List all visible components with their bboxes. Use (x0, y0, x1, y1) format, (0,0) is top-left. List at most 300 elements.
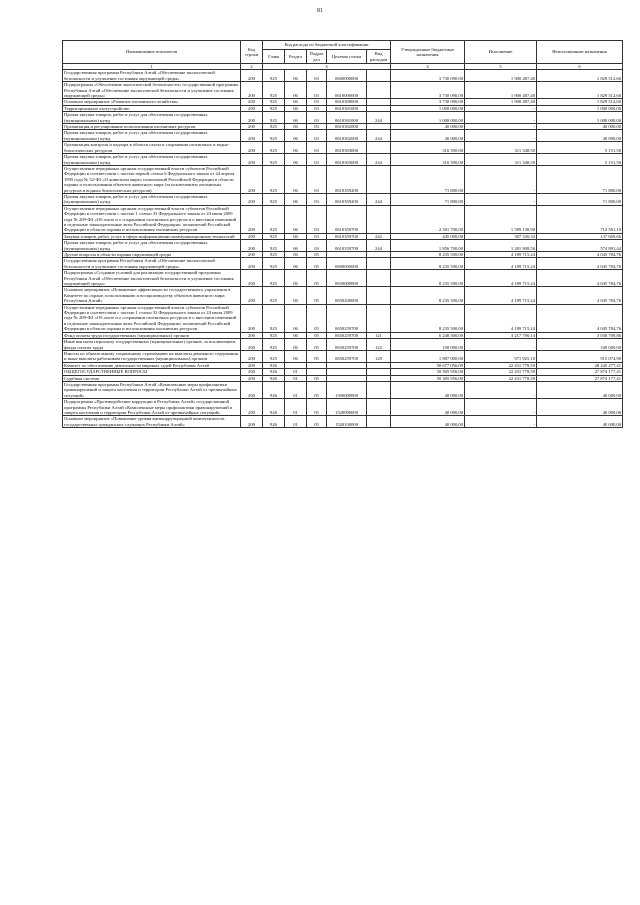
cell-unexecuted: 4 045 784,76 (537, 252, 623, 258)
cell-razdel: 06 (285, 233, 307, 239)
cell-executed: - (465, 193, 537, 205)
cell-name: Осуществление переданных органам государственной власти субъектов Российской Федерации в соответствии с частью 1 статьи 33 Федерального закона от 24 июля 2009 года № 209-ФЗ «Об охоте и о сохранении охотничьих ресурсов и о внесении изменений в отдельные законодательные акты Российской Федерации» полномочий Российской Федерации в области охраны и использования охотничьих ресурсов (63, 304, 241, 332)
cell-glava: 925 (263, 332, 285, 338)
cell-razdel: 06 (285, 339, 307, 351)
cell-executed: 1 900 487,40 (465, 82, 537, 99)
cell-approved: 100 000,00 (391, 339, 465, 351)
cell-expense-type: 244 (367, 130, 391, 142)
cell-glava: 926 (263, 416, 285, 428)
cell-name: Основное мероприятие «Повышение уровня антикоррупционной компетентности государственных гражданских служащих Республики Алтай» (63, 416, 241, 428)
column-index: 5 (465, 64, 537, 70)
cell-razdel: 01 (285, 416, 307, 428)
cell-razdel: 06 (285, 70, 307, 82)
cell-podrazdel: 05 (307, 339, 327, 351)
cell-glava: 925 (263, 105, 285, 111)
cell-executed: 4 189 715,24 (465, 287, 537, 304)
cell-executed: 1 900 487,40 (465, 99, 537, 105)
cell-target: 0610359700 (327, 205, 367, 233)
cell-unexecuted: 4 045 784,76 (537, 304, 623, 332)
header-approved: Утвержденные бюджетные назначения (391, 41, 465, 64)
cell-podrazdel: 03 (307, 124, 327, 130)
cell-name: Комитет по обеспечению деятельности мировых судей Республики Алтай (63, 362, 241, 368)
column-index: 2 (241, 64, 263, 70)
cell-unexecuted: 1 829 512,60 (537, 82, 623, 99)
cell-glava: 925 (263, 252, 285, 258)
cell-executed: - (465, 130, 537, 142)
cell-name: Организация и регулирование использования охотничьих ресурсов (63, 124, 241, 130)
cell-unexecuted: 27 874 177,41 (537, 369, 623, 375)
cell-podrazdel: 05 (307, 332, 327, 338)
cell-name: Подпрограмма «Создание условий для реализации государственной программы Республики Алтай «Обеспечение экологической безопасности и улучшение состояния окружающей среды» (63, 270, 241, 287)
cell-name: ОБЩЕГОСУДАРСТВЕННЫЕ ВОПРОСЫ (63, 369, 241, 375)
cell-podrazdel: 03 (307, 82, 327, 99)
cell-podrazdel: 03 (307, 105, 327, 111)
cell-podrazdel: 03 (307, 233, 327, 239)
cell-approved: 6 248 500,00 (391, 332, 465, 338)
cell-unexecuted: 28 245 277,41 (537, 362, 623, 368)
cell-row-code: 200 (241, 258, 263, 270)
cell-target: 0650259700 (327, 350, 367, 362)
cell-approved: 40 000,00 (391, 416, 465, 428)
cell-razdel: 06 (285, 350, 307, 362)
cell-razdel: 06 (285, 258, 307, 270)
cell-row-code: 200 (241, 399, 263, 416)
cell-approved: 71 800,00 (391, 165, 465, 193)
cell-row-code: 200 (241, 362, 263, 368)
cell-glava: 926 (263, 369, 285, 375)
table-row (63, 112, 623, 124)
cell-podrazdel: 03 (307, 154, 327, 166)
cell-glava: 925 (263, 112, 285, 124)
cell-glava: 925 (263, 233, 285, 239)
cell-executed: 4 189 715,24 (465, 252, 537, 258)
header-name: Наименование показателя (63, 41, 241, 64)
cell-glava: 925 (263, 70, 285, 82)
cell-podrazdel: 05 (307, 416, 327, 428)
column-index: 3 (263, 64, 391, 70)
cell-target: 0600000000 (327, 258, 367, 270)
cell-podrazdel: 03 (307, 193, 327, 205)
cell-target: 0610303000 (327, 142, 367, 154)
cell-executed: - (465, 112, 537, 124)
cell-razdel: 06 (285, 205, 307, 233)
cell-target: 0650259700 (327, 332, 367, 338)
cell-glava: 926 (263, 399, 285, 416)
cell-unexecuted: 1 000 000,00 (537, 105, 623, 111)
cell-glava: 925 (263, 205, 285, 233)
cell-glava: 925 (263, 287, 285, 304)
cell-target: 0610359200 (327, 165, 367, 193)
cell-expense-type (367, 399, 391, 416)
cell-approved: 1 887 000,00 (391, 350, 465, 362)
table-row (63, 287, 623, 304)
cell-razdel: 06 (285, 130, 307, 142)
table-row (63, 70, 623, 82)
cell-unexecuted: 40 000,00 (537, 130, 623, 142)
cell-approved: 8 235 500,00 (391, 304, 465, 332)
cell-name: Фонд оплаты труда государственных (муниципальных) органов (63, 332, 241, 338)
cell-glava: 925 (263, 339, 285, 351)
cell-unexecuted: 4 045 784,76 (537, 287, 623, 304)
cell-unexecuted: 915 074,90 (537, 350, 623, 362)
cell-executed: 22 431 778,59 (465, 375, 537, 381)
cell-name: Основное мероприятие «Повышение эффективности государственного управления в Комитете по охране, использованию и воспроизводству объектов животного мира Республики Алтай» (63, 287, 241, 304)
cell-unexecuted: 4 045 784,76 (537, 270, 623, 287)
cell-expense-type (367, 381, 391, 398)
cell-glava: 925 (263, 304, 285, 332)
cell-approved: 8 235 500,00 (391, 252, 465, 258)
cell-expense-type (367, 82, 391, 99)
cell-razdel: 06 (285, 99, 307, 105)
cell-row-code: 200 (241, 381, 263, 398)
cell-glava: 925 (263, 124, 285, 130)
cell-target: 1520100000 (327, 416, 367, 428)
cell-row-code: 200 (241, 205, 263, 233)
cell-target: 0610300000 (327, 99, 367, 105)
cell-row-code: 200 (241, 339, 263, 351)
cell-approved: 3 730 090,00 (391, 70, 465, 82)
cell-glava: 925 (263, 165, 285, 193)
column-index: 6 (537, 64, 623, 70)
table-row (63, 381, 623, 398)
page-number: 81 (317, 8, 323, 14)
cell-podrazdel: 03 (307, 205, 327, 233)
cell-row-code: 200 (241, 375, 263, 381)
cell-row-code: 200 (241, 165, 263, 193)
cell-approved: 50 677 056,09 (391, 362, 465, 368)
cell-executed: 307 330,34 (465, 233, 537, 239)
cell-approved: 40 000,00 (391, 399, 465, 416)
cell-glava: 925 (263, 130, 285, 142)
cell-approved: 50 305 956,00 (391, 375, 465, 381)
cell-expense-type: 244 (367, 240, 391, 252)
header-executed: Исполнение (465, 41, 537, 64)
cell-podrazdel: 05 (307, 270, 327, 287)
cell-name: Подпрограмма «Противодействие коррупции в Республике Алтай» государственной программы Республики Алтай «Комплексные меры профилактики правонарушений и защита населения и территории Республики Алтай от чрезвычайных ситуаций» (63, 399, 241, 416)
cell-approved: 3 730 090,00 (391, 99, 465, 105)
column-index: 1 (63, 64, 241, 70)
header-row-code: Код строки (241, 41, 263, 64)
cell-approved: 40 000,00 (391, 381, 465, 398)
cell-target: 0610301000 (327, 105, 367, 111)
cell-razdel: 06 (285, 240, 307, 252)
cell-glava: 926 (263, 375, 285, 381)
cell-executed: - (465, 381, 537, 398)
cell-row-code: 200 (241, 154, 263, 166)
cell-name: Прочая закупка товаров, работ и услуг для обеспечения государственных (муниципальных) нужд (63, 154, 241, 166)
cell-name: Государственная программа Республики Алтай «Комплексные меры профилактики правонарушений и защита населения и территории Республики Алтай от чрезвычайных ситуаций» (63, 381, 241, 398)
cell-glava: 926 (263, 381, 285, 398)
cell-unexecuted: 71 800,00 (537, 193, 623, 205)
cell-executed: 1 281 808,56 (465, 240, 537, 252)
cell-executed: 22 431 778,59 (465, 369, 537, 375)
cell-expense-type (367, 142, 391, 154)
cell-razdel: 01 (285, 375, 307, 381)
cell-unexecuted: 712 561,10 (537, 205, 623, 233)
header-target: Целевая статья (327, 50, 367, 64)
table-row (63, 240, 623, 252)
cell-executed: - (465, 416, 537, 428)
cell-executed: 3 217 790,14 (465, 332, 537, 338)
cell-razdel: 06 (285, 124, 307, 130)
cell-expense-type: 129 (367, 350, 391, 362)
cell-row-code: 200 (241, 82, 263, 99)
cell-executed: 1 589 138,90 (465, 205, 537, 233)
cell-razdel: 06 (285, 252, 307, 258)
cell-name: Прочая закупка товаров, работ и услуг для обеспечения государственных (муниципальных) нужд (63, 193, 241, 205)
cell-razdel: 06 (285, 193, 307, 205)
cell-target: 0610359700 (327, 240, 367, 252)
cell-target: 0650259700 (327, 339, 367, 351)
cell-unexecuted: 1 000 000,00 (537, 112, 623, 124)
header-unexecuted: Неисполненные назначения (537, 41, 623, 64)
cell-podrazdel: 03 (307, 142, 327, 154)
cell-row-code: 200 (241, 287, 263, 304)
cell-approved: 40 000,00 (391, 130, 465, 142)
cell-unexecuted: 40 000,00 (537, 124, 623, 130)
cell-approved: 445 000,00 (391, 233, 465, 239)
cell-unexecuted: 5 151,50 (537, 142, 623, 154)
cell-name: Судебная система (63, 375, 241, 381)
cell-row-code: 200 (241, 142, 263, 154)
cell-razdel: 06 (285, 304, 307, 332)
cell-row-code: 200 (241, 240, 263, 252)
cell-name: Организация контроля и надзора в области охоты и сохранения охотничьих и водно-биологических ресурсов (63, 142, 241, 154)
cell-podrazdel: 03 (307, 240, 327, 252)
cell-name: Государственная программа Республики Алтай «Обеспечение экологической безопасности и улучшение состояния окружающей среды» (63, 258, 241, 270)
cell-expense-type: 244 (367, 193, 391, 205)
table-row (63, 270, 623, 287)
cell-razdel: 01 (285, 381, 307, 398)
cell-target: 1500000000 (327, 381, 367, 398)
cell-row-code: 200 (241, 193, 263, 205)
cell-unexecuted: 574 891,44 (537, 240, 623, 252)
cell-razdel: 06 (285, 332, 307, 338)
header-budget-code-group: Код расхода по бюджетной классификации (263, 41, 391, 50)
cell-expense-type: 122 (367, 339, 391, 351)
cell-row-code: 200 (241, 70, 263, 82)
cell-approved: 1 856 700,00 (391, 240, 465, 252)
cell-unexecuted: 4 045 784,76 (537, 258, 623, 270)
cell-glava: 925 (263, 350, 285, 362)
table-row (63, 154, 623, 166)
cell-podrazdel: 05 (307, 258, 327, 270)
cell-executed: 22 431 778,59 (465, 362, 537, 368)
cell-razdel: 01 (285, 369, 307, 375)
cell-expense-type: 242 (367, 233, 391, 239)
cell-razdel: 06 (285, 154, 307, 166)
cell-executed: 4 189 715,24 (465, 270, 537, 287)
header-expense-type: Вид расходов (367, 50, 391, 64)
cell-target: 0600000000 (327, 70, 367, 82)
cell-approved: 1 000 000,00 (391, 105, 465, 111)
cell-target: 1520000000 (327, 399, 367, 416)
cell-podrazdel: 03 (307, 165, 327, 193)
cell-razdel: 06 (285, 105, 307, 111)
table-row (63, 304, 623, 332)
cell-name: Осуществление переданных органам государственной власти субъектов Российской Федерации в соответствии с частью 1 статьи 33 Федерального закона от 24 июля 2009 года № 209-ФЗ «Об охоте и о сохранении охотничьих ресурсов и о внесении изменений в отдельные законодательные акты Российской Федерации» полномочий Российской Федерации в области охраны и использования охотничьих ресурсов (63, 205, 241, 233)
cell-unexecuted: 40 000,00 (537, 381, 623, 398)
cell-name: Территориальное охотустройство (63, 105, 241, 111)
cell-name: Иные выплаты персоналу государственных (муниципальных) органов, за исключением фонда оплаты труда (63, 339, 241, 351)
table-row (63, 193, 623, 205)
table-body (63, 70, 623, 428)
table-row (63, 165, 623, 193)
cell-row-code: 200 (241, 99, 263, 105)
cell-executed: 311 348,50 (465, 142, 537, 154)
cell-expense-type (367, 287, 391, 304)
cell-name: Осуществление переданных органам государственной власти субъектов Российской Федерации в соответствии с частью первой статьи 6 Федерального закона от 24 апреля 1995 года № 52-ФЗ «О животном мире» полномочий Российской Федерации в области охраны и использования объектов животного мира (за исключением охотничьих ресурсов и водных биологических ресурсов) (63, 165, 241, 193)
cell-expense-type (367, 270, 391, 287)
table-row (63, 205, 623, 233)
cell-row-code: 200 (241, 124, 263, 130)
cell-target: 0610000000 (327, 82, 367, 99)
cell-razdel: 06 (285, 112, 307, 124)
cell-podrazdel: 03 (307, 99, 327, 105)
cell-target: 0650259700 (327, 304, 367, 332)
cell-unexecuted: 71 800,00 (537, 165, 623, 193)
cell-target: 0610301000 (327, 112, 367, 124)
cell-unexecuted: 40 000,00 (537, 399, 623, 416)
cell-unexecuted: 3 030 709,86 (537, 332, 623, 338)
cell-executed: - (465, 339, 537, 351)
cell-podrazdel: 05 (307, 399, 327, 416)
cell-razdel: 06 (285, 270, 307, 287)
cell-podrazdel: 05 (307, 375, 327, 381)
header-podrazdel: Подраз дел (307, 50, 327, 64)
cell-row-code: 200 (241, 270, 263, 287)
table-header (63, 41, 623, 70)
cell-executed: - (465, 399, 537, 416)
cell-executed: 1 900 487,40 (465, 70, 537, 82)
cell-target: 0610359700 (327, 233, 367, 239)
cell-target: 0610302000 (327, 130, 367, 142)
cell-unexecuted: 5 151,50 (537, 154, 623, 166)
cell-executed: - (465, 124, 537, 130)
cell-approved: 3 730 090,00 (391, 82, 465, 99)
cell-row-code: 200 (241, 105, 263, 111)
cell-razdel: 01 (285, 399, 307, 416)
cell-name: Другие вопросы в области охраны окружающей среды (63, 252, 241, 258)
cell-name: Государственная программа Республики Алтай «Обеспечение экологической безопасности и улучшение состояния окружающей среды» (63, 70, 241, 82)
cell-approved: 1 000 000,00 (391, 112, 465, 124)
cell-approved: 8 235 500,00 (391, 287, 465, 304)
cell-unexecuted: 1 829 512,60 (537, 70, 623, 82)
cell-razdel: 06 (285, 287, 307, 304)
cell-row-code: 200 (241, 304, 263, 332)
cell-approved: 316 590,00 (391, 154, 465, 166)
cell-executed: 311 348,50 (465, 154, 537, 166)
cell-unexecuted: 27 874 177,41 (537, 375, 623, 381)
cell-unexecuted: 100 000,00 (537, 339, 623, 351)
cell-unexecuted: 1 829 512,60 (537, 99, 623, 105)
cell-podrazdel: 03 (307, 130, 327, 142)
cell-expense-type (367, 258, 391, 270)
cell-executed: 4 189 715,24 (465, 304, 537, 332)
cell-executed: - (465, 165, 537, 193)
cell-podrazdel: 05 (307, 287, 327, 304)
cell-approved: 71 800,00 (391, 193, 465, 205)
cell-glava: 925 (263, 154, 285, 166)
cell-razdel: 06 (285, 165, 307, 193)
cell-approved: 316 590,00 (391, 142, 465, 154)
cell-podrazdel: 05 (307, 304, 327, 332)
cell-target: 0650000000 (327, 270, 367, 287)
cell-unexecuted: 137 669,66 (537, 233, 623, 239)
header-glava: Глава (263, 50, 285, 64)
table-row (63, 416, 623, 428)
cell-approved: 50 305 956,00 (391, 369, 465, 375)
cell-target: 0650200000 (327, 287, 367, 304)
cell-name: Взносы по обязательному социальному страхованию на выплаты денежного содержания и иные выплаты работникам государственных (муниципальных) органов (63, 350, 241, 362)
cell-glava: 925 (263, 270, 285, 287)
cell-name: Прочая закупка товаров, работ и услуг для обеспечения государственных (муниципальных) нужд (63, 240, 241, 252)
cell-unexecuted: 40 000,00 (537, 416, 623, 428)
cell-executed: - (465, 105, 537, 111)
cell-razdel: 06 (285, 142, 307, 154)
table-row (63, 142, 623, 154)
cell-expense-type (367, 165, 391, 193)
cell-name: Закупка товаров, работ, услуг в сфере информационно-коммуникационных технологий (63, 233, 241, 239)
column-index: 4 (391, 64, 465, 70)
cell-expense-type: 244 (367, 154, 391, 166)
cell-row-code: 200 (241, 130, 263, 142)
table-row (63, 130, 623, 142)
cell-target: 0610359200 (327, 193, 367, 205)
cell-target: 0610303000 (327, 154, 367, 166)
cell-name: Подпрограмма «Обеспечение экологической безопасности» государственной программы Республики Алтай «Обеспечение экологической безопасности и улучшение состояния окружающей среды» (63, 82, 241, 99)
cell-row-code: 200 (241, 369, 263, 375)
header-razdel: Раздел (285, 50, 307, 64)
cell-row-code: 200 (241, 350, 263, 362)
cell-razdel: 06 (285, 82, 307, 99)
cell-glava: 926 (263, 362, 285, 368)
cell-expense-type (367, 416, 391, 428)
cell-executed: 971 925,10 (465, 350, 537, 362)
cell-expense-type (367, 304, 391, 332)
cell-name: Основное мероприятие «Развитие охотничьего хозяйства» (63, 99, 241, 105)
budget-execution-table (62, 40, 623, 428)
cell-name: Прочая закупка товаров, работ и услуг для обеспечения государственных (муниципальных) нужд (63, 130, 241, 142)
cell-glava: 925 (263, 240, 285, 252)
cell-approved: 2 301 700,00 (391, 205, 465, 233)
cell-podrazdel: 05 (307, 252, 327, 258)
cell-expense-type: 121 (367, 332, 391, 338)
cell-row-code: 200 (241, 252, 263, 258)
cell-glava: 925 (263, 258, 285, 270)
cell-name: Прочая закупка товаров, работ и услуг для обеспечения государственных (муниципальных) нужд (63, 112, 241, 124)
cell-glava: 925 (263, 142, 285, 154)
table-row (63, 399, 623, 416)
cell-row-code: 200 (241, 416, 263, 428)
cell-glava: 925 (263, 99, 285, 105)
cell-expense-type: 244 (367, 112, 391, 124)
cell-executed: 4 189 715,24 (465, 258, 537, 270)
cell-expense-type (367, 70, 391, 82)
cell-podrazdel: 03 (307, 112, 327, 124)
cell-row-code: 200 (241, 112, 263, 124)
cell-row-code: 200 (241, 332, 263, 338)
cell-row-code: 200 (241, 233, 263, 239)
cell-approved: 8 235 500,00 (391, 258, 465, 270)
cell-target: 0610302000 (327, 124, 367, 130)
cell-approved: 8 235 500,00 (391, 270, 465, 287)
table-row (63, 339, 623, 351)
table-row (63, 258, 623, 270)
table-row (63, 350, 623, 362)
table-row (63, 82, 623, 99)
cell-glava: 925 (263, 193, 285, 205)
